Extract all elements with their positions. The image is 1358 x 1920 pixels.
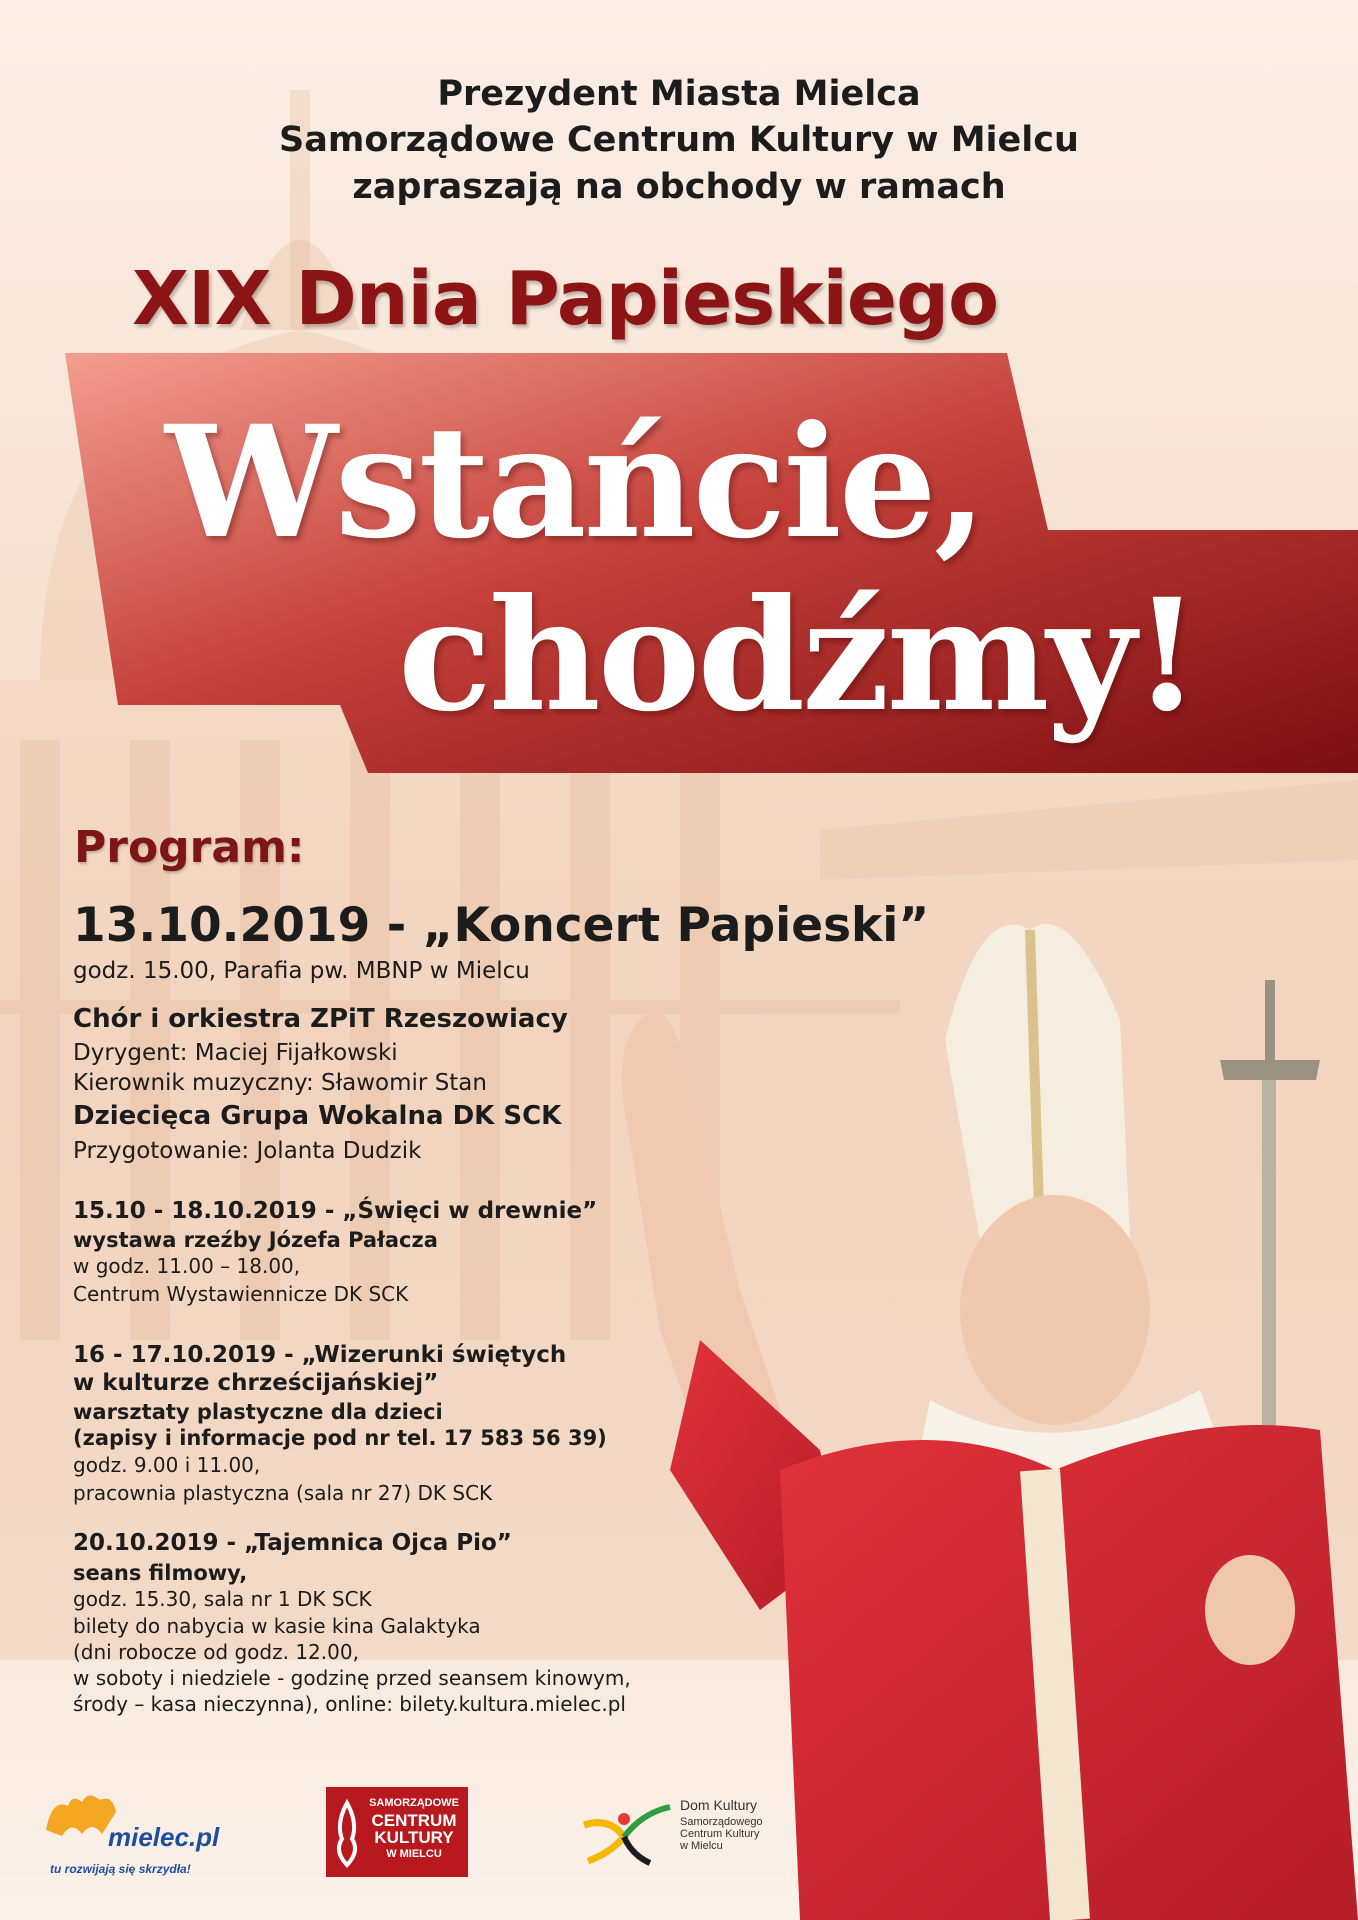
film-subtitle: seans filmowy, bbox=[73, 1561, 248, 1585]
sck-logo-line-4: W MIELCU bbox=[386, 1848, 442, 1860]
workshop-hours: godz. 9.00 i 11.00, bbox=[73, 1453, 261, 1477]
concert-music-director: Kierownik muzyczny: Sławomir Stan bbox=[73, 1070, 487, 1096]
film-line-4: w soboty i niedziele - godzinę przed seansem kinowym, bbox=[73, 1666, 631, 1690]
slogan-line-1: Wstańcie, bbox=[165, 392, 985, 573]
program-heading: Program: bbox=[74, 822, 305, 873]
sck-logo-line-3: KULTURY bbox=[374, 1828, 454, 1847]
film-line-1: godz. 15.30, sala nr 1 DK SCK bbox=[73, 1587, 372, 1611]
film-line-3: (dni robocze od godz. 12.00, bbox=[73, 1640, 359, 1664]
flame-icon bbox=[332, 1799, 362, 1869]
workshop-title-2: w kulturze chrześcijańskiej” bbox=[73, 1370, 439, 1396]
exhibition-title: 15.10 - 18.10.2019 - „Święci w drewnie” bbox=[73, 1198, 598, 1224]
dk-logo bbox=[580, 1797, 800, 1887]
sck-logo bbox=[326, 1787, 468, 1877]
slogan-line-2: chodźmy! bbox=[398, 565, 1198, 746]
sck-logo-line-1: SAMORZĄDOWE bbox=[369, 1797, 459, 1809]
concert-choir: Chór i orkiestra ZPiT Rzeszowiacy bbox=[73, 1004, 568, 1034]
invitation-line: zapraszają na obchody w ramach bbox=[352, 167, 1006, 207]
mielec-logo-name: mielec.pl bbox=[108, 1822, 220, 1852]
exhibition-hours: w godz. 11.00 – 18.00, bbox=[73, 1254, 301, 1278]
mielec-logo bbox=[40, 1784, 240, 1884]
sck-logo-line-2: CENTRUM bbox=[371, 1811, 457, 1830]
film-title: 20.10.2019 - „Tajemnica Ojca Pio” bbox=[73, 1530, 512, 1556]
film-line-2: bilety do nabycia w kasie kina Galaktyka bbox=[73, 1614, 481, 1638]
workshop-registration: (zapisy i informacje pod nr tel. 17 583 56 39) bbox=[73, 1426, 607, 1450]
concert-preparation: Przygotowanie: Jolanta Dudzik bbox=[73, 1138, 422, 1164]
concert-details: godz. 15.00, Parafia pw. MBNP w Mielcu bbox=[73, 958, 530, 984]
mielec-logo-tagline: tu rozwijają się skrzydła! bbox=[50, 1862, 191, 1876]
pope-photo bbox=[600, 910, 1358, 1920]
exhibition-venue: Centrum Wystawiennicze DK SCK bbox=[73, 1282, 409, 1306]
dk-logo-line-3: Centrum Kultury bbox=[680, 1828, 760, 1840]
event-title: XIX Dnia Papieskiego bbox=[132, 256, 998, 342]
film-line-5: środy – kasa nieczynna), online: bilety.kultura.mielec.pl bbox=[73, 1692, 626, 1716]
workshop-title-1: 16 - 17.10.2019 - „Wizerunki świętych bbox=[73, 1342, 567, 1368]
dancer-icon bbox=[580, 1803, 676, 1867]
exhibition-subtitle: wystawa rzeźby Józefa Pałacza bbox=[73, 1228, 438, 1252]
dk-logo-line-1: Dom Kultury bbox=[680, 1797, 758, 1813]
organizer-line-2: Samorządowe Centrum Kultury w Mielcu bbox=[279, 120, 1079, 160]
organizer-line-1: Prezydent Miasta Mielca bbox=[437, 74, 921, 114]
concert-group: Dziecięca Grupa Wokalna DK SCK bbox=[73, 1101, 562, 1131]
dk-logo-line-4: w Mielcu bbox=[680, 1840, 723, 1852]
concert-conductor: Dyrygent: Maciej Fijałkowski bbox=[73, 1040, 398, 1066]
workshop-venue: pracownia plastyczna (sala nr 27) DK SCK bbox=[73, 1481, 493, 1505]
workshop-subtitle: warsztaty plastyczne dla dzieci bbox=[73, 1400, 443, 1424]
dk-logo-line-2: Samorządowego bbox=[680, 1816, 763, 1828]
concert-title: 13.10.2019 - „Koncert Papieski” bbox=[73, 898, 930, 953]
